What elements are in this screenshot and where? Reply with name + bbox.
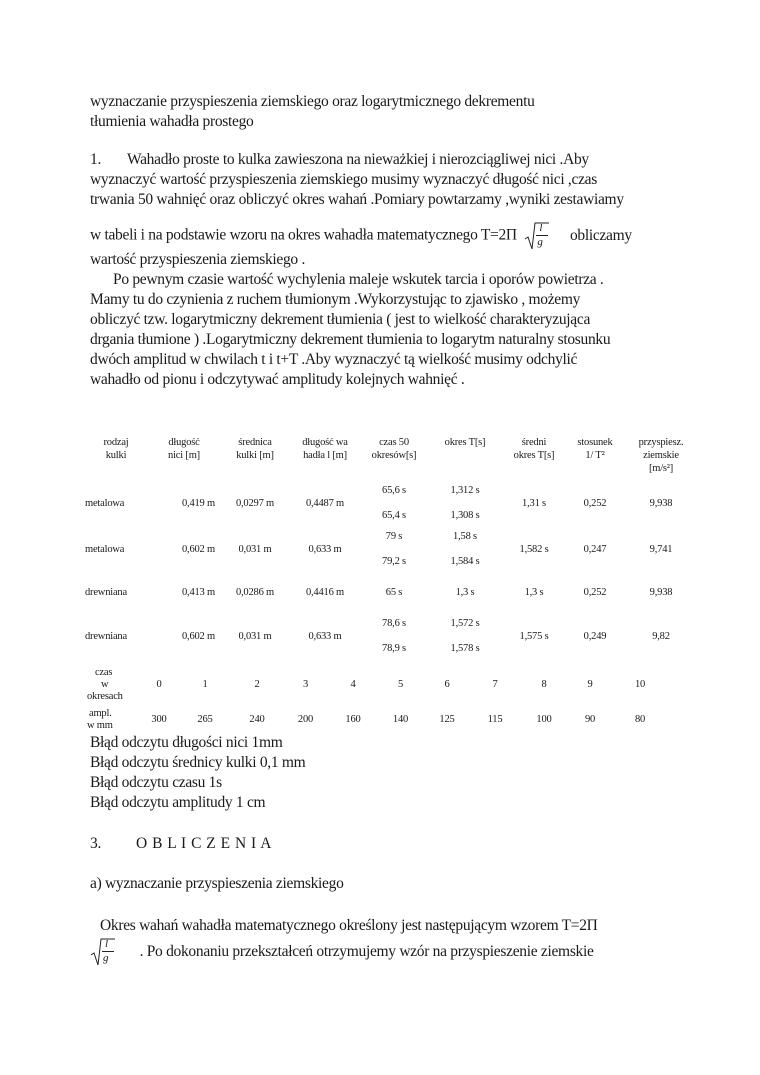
cell-sredni: 1,3 s (524, 586, 544, 598)
section-3-text-line-1: Okres wahań wahadła matematycznego określony jest następującym wzorem T=2Π (100, 917, 598, 934)
cell-dlugosc: 0,633 m (308, 543, 342, 555)
time-cell: 0 (156, 679, 162, 690)
cell-srednica: 0,031 m (238, 630, 272, 642)
amplitude-table (87, 663, 669, 733)
cell-kulka: drewniana (85, 630, 127, 642)
para2-line-2: Mamy tu do czynienia z ruchem tłumionym .Wykorzystując to zjawisko , możemy (90, 291, 581, 308)
formula-denominator: g (103, 952, 109, 964)
table-row (85, 612, 697, 660)
ampl-cell: 140 (392, 714, 409, 725)
title-line-2: tłumienia wahadła prostego (90, 113, 254, 130)
cell-dlugosc: 0,4416 m (305, 586, 345, 598)
ampl-cell: 80 (634, 714, 646, 725)
cell-dlugosc: 0,4487 m (305, 497, 345, 509)
time-cell: 8 (541, 679, 547, 690)
header-okres: okres T[s] (444, 437, 486, 448)
cell-stosunek: 0,247 (583, 543, 607, 555)
error-list (90, 733, 305, 813)
time-cell: 7 (492, 679, 498, 690)
error-line-diameter: Błąd odczytu średnicy kulki 0,1 mm (90, 754, 306, 771)
measurement-table (85, 436, 697, 660)
header-sredni-okres: średni okres T[s] (513, 437, 555, 461)
ampl-cell: 300 (151, 714, 167, 725)
time-cell: 10 (634, 679, 646, 690)
cell-stosunek: 0,252 (583, 497, 607, 509)
header-dlugosc-nici: długość nici [m] (168, 437, 200, 461)
ampl-cell: 160 (345, 714, 361, 725)
time-label: czas w okresach (87, 667, 123, 702)
time-cell: 9 (587, 679, 593, 690)
error-line-time: Błąd odczytu czasu 1s (90, 774, 222, 791)
section-3-subheading-a: a) wyznaczanie przyspieszenia ziemskiego (90, 875, 344, 892)
section-3-text-line-2 (90, 938, 594, 966)
formula-text-before: w tabeli i na podstawie wzoru na okres wahadła matematycznego T=2Π (90, 226, 517, 244)
cell-g: 9,938 (649, 497, 673, 509)
cell-g: 9,82 (652, 630, 670, 642)
ampl-cell: 115 (487, 714, 503, 725)
table-row (85, 526, 697, 572)
formula-numerator: l (539, 222, 543, 234)
cell-dlugosc: 0,633 m (308, 630, 342, 642)
time-cell: 5 (397, 679, 404, 690)
section-1-last-line: wartość przyspieszenia ziemskiego . (90, 251, 306, 268)
formula-numerator: l (105, 938, 108, 950)
cell-czas: 78,6 s 78,9 s (382, 618, 406, 654)
time-cell: 1 (202, 679, 208, 690)
cell-czas: 79 s 79,2 s (382, 531, 406, 567)
section-1-line-2: wyznaczyć wartość przyspieszenia ziemskiego musimy wyznaczyć długość nici ,czas (90, 171, 597, 188)
header-dlugosc-wahadla: długość wa hadła l [m] (302, 437, 348, 461)
time-cell: 2 (254, 679, 260, 690)
cell-sredni: 1,575 s (519, 630, 549, 642)
para2-line-6: wahadło od pionu i odczytywać amplitudy kolejnych wahnięć . (90, 371, 465, 388)
cell-okres: 1,572 s 1,578 s (450, 618, 480, 654)
ampl-cell: 90 (584, 714, 596, 725)
sqrt-l-over-g-formula-2 (90, 938, 116, 966)
cell-okres: 1,58 s 1,584 s (450, 531, 480, 567)
cell-g: 9,938 (649, 586, 673, 598)
ampl-cell: 240 (249, 714, 265, 725)
cell-srednica: 0,031 m (238, 543, 272, 555)
cell-nic: 0,602 m (181, 630, 215, 642)
para2-line-3: obliczyć tzw. logarytmiczny dekrement tłumienia ( jest to wielkość charakteryzująca (90, 311, 591, 328)
error-line-amplitude: Błąd odczytu amplitudy 1 cm (90, 794, 266, 811)
para2-line-4: drgania tłumione ) .Logarytmiczny dekrement tłumienia to logarytm naturalny stosunku (90, 331, 611, 348)
cell-srednica: 0,0297 m (235, 497, 275, 509)
title-line-1: wyznaczanie przyspieszenia ziemskiego oraz logarytmicznego dekrementu (90, 93, 535, 110)
para2-line-5: dwóch amplitud w chwilach t i t+T .Aby wyznaczyć tą wielkość musimy odchylić (90, 351, 578, 368)
sqrt-l-over-g-formula (524, 222, 550, 250)
cell-g: 9,741 (649, 543, 673, 555)
cell-nic: 0,602 m (181, 543, 215, 555)
ampl-cell: 265 (197, 714, 213, 725)
time-cell: 4 (350, 679, 356, 690)
header-czas: czas 50 okresów[s] (371, 437, 417, 461)
cell-kulka: drewniana (85, 586, 127, 598)
ampl-cell: 200 (297, 714, 314, 725)
formula-denominator: g (537, 236, 543, 248)
cell-kulka: metalowa (85, 497, 125, 509)
cell-kulka: metalowa (85, 543, 125, 555)
cell-sredni: 1,31 s (522, 497, 546, 509)
error-line-length: Błąd odczytu długości nici 1mm (90, 734, 283, 751)
time-cell: 6 (444, 679, 450, 690)
table-row (85, 480, 697, 526)
cell-okres: 1,3 s (455, 586, 475, 598)
cell-sredni: 1,582 s (519, 543, 549, 555)
section-1-line-1: Wahadło proste to kulka zawieszona na nieważkiej i nierozciągliwej nici .Aby (127, 151, 589, 168)
formula-text-after: obliczamy (569, 226, 632, 244)
section-3-heading: O B L I C Z E N I A (136, 835, 272, 852)
cell-srednica: 0,0286 m (235, 586, 275, 598)
amplitude-time-row (87, 663, 669, 707)
table-row (85, 572, 697, 612)
ampl-label: ampl. w mm (87, 708, 113, 731)
header-rodzaj: rodzaj kulki (103, 437, 129, 461)
cell-stosunek: 0,249 (583, 630, 607, 642)
ampl-cell: 100 (536, 714, 552, 725)
cell-nic: 0,413 m (181, 586, 215, 598)
cell-nic: 0,419 m (181, 497, 215, 509)
section-3-text-line-2-content: . Po dokonaniu przekształceń otrzymujemy wzór na przyspieszenie ziemskie (139, 942, 594, 960)
ampl-cell: 125 (439, 714, 455, 725)
header-przyspieszenie: przyspiesz. ziemskie [m/s²] (638, 437, 684, 474)
cell-czas: 65,6 s 65,4 s (382, 485, 406, 521)
table-header-row (85, 436, 697, 480)
time-cell: 3 (302, 679, 309, 690)
cell-okres: 1,312 s 1,308 s (450, 485, 480, 521)
amplitude-value-row (87, 707, 669, 733)
section-1-line-3: trwania 50 wahnięć oraz obliczyć okres wahań .Pomiary powtarzamy ,wyniki zestawiamy (90, 191, 624, 208)
section-1-number: 1. (90, 151, 102, 168)
cell-stosunek: 0,252 (583, 586, 607, 598)
header-stosunek: stosunek 1/ T² (577, 437, 613, 461)
cell-czas: 65 s (385, 586, 403, 598)
para2-line-1: Po pewnym czasie wartość wychylenia maleje wskutek tarcia i oporów powietrza . (113, 271, 604, 288)
header-srednica: średnica kulki [m] (236, 437, 274, 461)
section-1-formula-line (90, 222, 632, 250)
section-3-number: 3. (90, 835, 102, 852)
